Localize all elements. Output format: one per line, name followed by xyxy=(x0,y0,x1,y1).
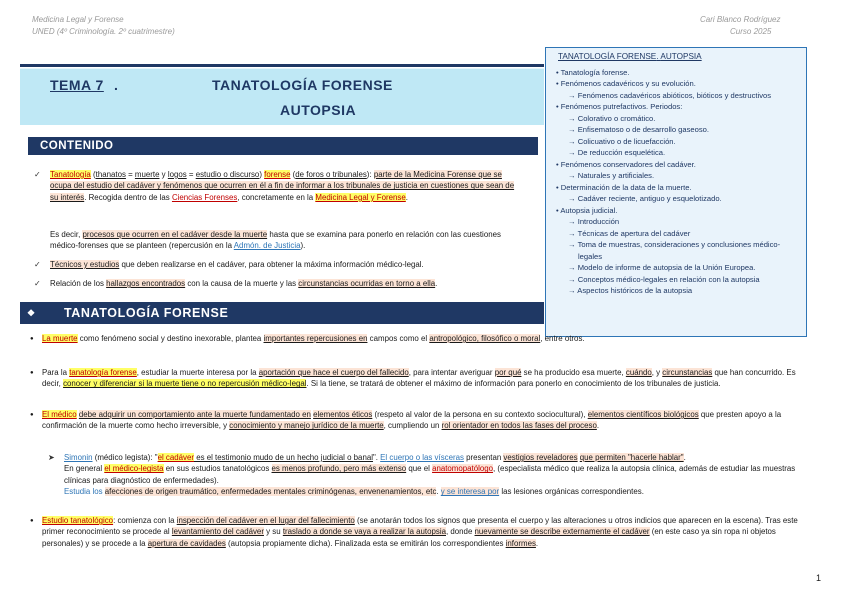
table-of-contents xyxy=(545,47,807,337)
arrow-bullet-icon: ➤ xyxy=(48,453,55,462)
toc-subitem[interactable]: → Naturales y artificiales. xyxy=(568,171,655,180)
tanato-b3: El médico debe adquirir un comportamiento ante la muerte fundamentado en elementos éticos (respeto al valor de la persona en su contexto sociocultural), elementos científicos biológicos que presten apoyo a la confirmación de la muerte como hecho irreversible, y conocimiento y manejo jurídico de la muerte, cumpliendo un rol orientador en todos las fases del proceso. xyxy=(42,410,782,431)
toc-subitem[interactable]: → Aspectos históricos de la autopsia xyxy=(568,286,693,295)
tema-number: TEMA 7 xyxy=(50,77,104,93)
toc-item[interactable]: • Autopsia judicial. xyxy=(556,205,618,215)
tanato-b4: Estudio tanatológico: comienza con la inspección del cadáver en el lugar del fallecimiento (se anotarán todos los signos que presenta el cuerpo y las alteraciones u otros indicios que aparecen en la escena). Tras este primer reconocimiento se procede al levantamiento del cadáver y su traslado a donde se vaya a realizar la autopsia, donde nuevamente se describe externamente el cadáver (en este caso ya sin ropa ni objetos personales) y se procede a la apertura de cavidades (autopsia propiamente dicha). Finalizada esta se emitirán los correspondientes informes. xyxy=(42,516,798,548)
toc-subitem[interactable]: → Conceptos médico-legales en relación con la autopsia xyxy=(568,274,760,284)
tanato-b2: Para la tanatología forense, estudiar la muerte interesa por la aportación que hace el cuerpo del fallecido, para intentar averiguar por qué se ha producido esa muerte, cuándo, y circunstancias que han concurrido. Es decir, conocer y diferenciar si la muerte tiene o no repercusión médico-legal. Si la tiene, se tratará de obtener el máximo de información para ponerlo en conocimiento de los tribunales de justicia. xyxy=(42,368,796,389)
toc-subitem[interactable]: → Colicuativo o de licuefacción. xyxy=(568,136,676,146)
section-tanatologia-heading: ❖ TANATOLOGÍA FORENSE xyxy=(20,302,544,324)
header-right xyxy=(700,14,810,38)
contenido-p1: Tanatología (thanatos = muerte y logos = estudio o discurso) forense (de foros o tribunales): parte de la Medicina Forense que se ocupa del estudio del cadáver y fenómenos que ocurren en él a fin de informar a los tribunales de justicia en cuestiones que sean de su interés. Recogida dentro de las Ciencias Forenses, concretamente en la Medicina Legal y Forense. xyxy=(50,170,515,202)
toc-subitem[interactable]: → Colorativo o cromático. xyxy=(568,113,656,123)
header-author: Cari Blanco Rodríguez xyxy=(700,15,781,24)
check-icon: ✓ xyxy=(34,260,41,269)
bullet-icon: ● xyxy=(30,518,34,524)
bullet-icon: ● xyxy=(30,412,34,418)
tema-dot: . xyxy=(114,77,118,93)
title-top-rule xyxy=(20,64,544,67)
check-icon: ✓ xyxy=(34,279,41,288)
title-banner xyxy=(20,68,544,125)
toc-subitem[interactable]: → Cadáver reciente, antiguo y esquelotizado. xyxy=(568,194,722,203)
check-icon: ✓ xyxy=(34,170,41,179)
page-number: 1 xyxy=(816,573,822,583)
diamond-bullet-icon: ❖ xyxy=(27,308,36,318)
toc-item[interactable]: • Fenómenos conservadores del cadáver. xyxy=(556,159,696,169)
toc-subitem[interactable]: → Enfisematoso o de desarrollo gaseoso. xyxy=(568,125,709,134)
tanato-b1: La muerte como fenómeno social y destino inexorable, plantea importantes repercusiones en campos como el antropológico, filosófico o moral, entre otros. xyxy=(42,334,585,343)
bullet-icon: ● xyxy=(30,370,34,376)
contenido-p2: Es decir, procesos que ocurren en el cadáver desde la muerte hasta que se examina para ponerlo en relación con las cuestiones médico-forenses que se planteen (repercusión en la Admón. de Justicia). xyxy=(50,230,501,251)
toc-item[interactable]: • Tanatología forense. xyxy=(556,67,630,77)
toc-subitem[interactable]: → Introducción xyxy=(568,217,620,226)
toc-subitem[interactable]: → Modelo de informe de autopsia de la Unión Europea. xyxy=(568,263,756,272)
contenido-p4: Relación de los hallazgos encontrados con la causa de la muerte y las circunstancias ocurridas en torno a ella. xyxy=(50,279,438,288)
header-course: Medicina Legal y Forense xyxy=(32,15,124,24)
toc-subitem[interactable]: → Toma de muestras, consideraciones y conclusiones médico-legales xyxy=(568,240,781,261)
header-left xyxy=(32,14,175,38)
toc-subitem[interactable]: → Fenómenos cadavéricos abióticos, bióticos y destructivos xyxy=(568,90,772,100)
page-subtitle: AUTOPSIA xyxy=(280,102,357,118)
toc-item[interactable]: • Fenómenos putrefactivos. Periodos: xyxy=(556,102,683,111)
toc-subitem[interactable]: → De reducción esquelética. xyxy=(568,148,666,157)
section-contenido-heading: CONTENIDO xyxy=(28,137,538,155)
toc-item[interactable]: • Fenómenos cadavéricos y su evolución. xyxy=(556,79,696,88)
header-university: UNED (4º Criminología. 2º cuatrimestre) xyxy=(32,27,175,36)
bullet-icon: ● xyxy=(30,336,34,342)
toc-subitem[interactable]: → Técnicas de apertura del cadáver xyxy=(568,228,691,238)
contenido-p3: Técnicos y estudios que deben realizarse en el cadáver, para obtener la máxima información médico-legal. xyxy=(50,260,424,269)
toc-item[interactable]: • Determinación de la data de la muerte. xyxy=(556,182,692,192)
header-year: Curso 2025 xyxy=(730,27,772,36)
page-title: TANATOLOGÍA FORENSE xyxy=(212,77,393,93)
toc-title: TANATOLOGÍA FORENSE. AUTOPSIA xyxy=(558,52,702,61)
tanato-b3-sub: Simonin (médico legista): "el cadáver es el testimonio mudo de un hecho judicial o banal". El cuerpo o las vísceras presentan vestigios reveladores que permiten "hacerle hablar". En general el médico-legista en sus estudios tanatológicos es menos profundo, pero más extenso que el anatomopatólogo, (especialista médico que realiza la autopsia clínica, además de estudiar las muestras clínicas para diagnóstico de enfermedades). Estudia los afecciones de origen traumático, enfermedades mentales criminógenas, envenenamientos, etc. y se interesa por las lesiones orgánicas correspondientes. xyxy=(64,453,796,497)
